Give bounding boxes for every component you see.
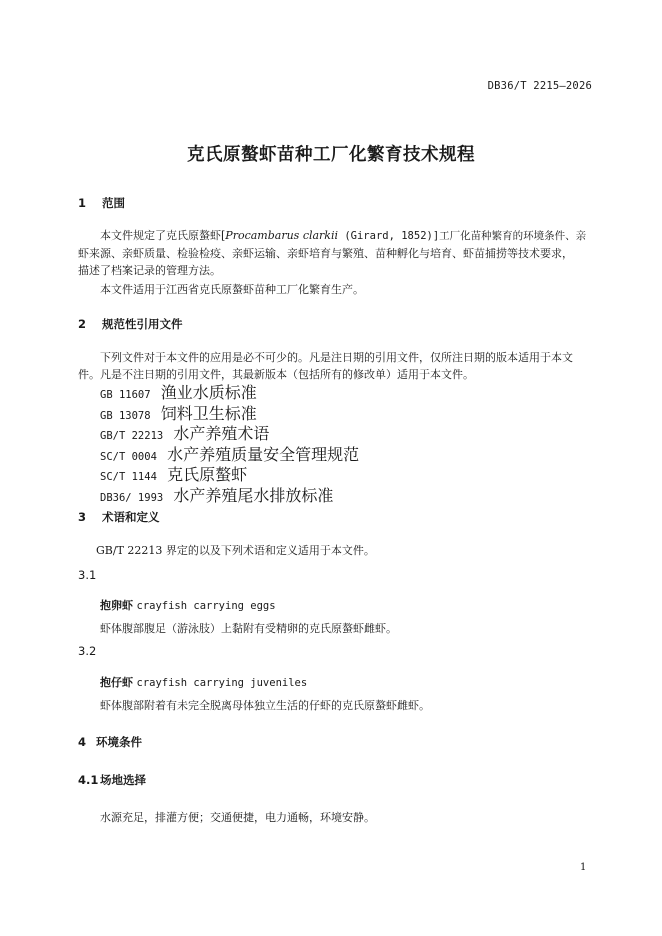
- term-3-1-definition: 虾体腹部腹足（游泳肢）上黏附有受精卵的克氏原螯虾雌虾。: [100, 622, 397, 635]
- term-3-2-definition: 虾体腹部附着有未完全脱离母体独立生活的仔虾的克氏原螯虾雌虾。: [100, 699, 430, 712]
- reference-name: 水产养殖尾水排放标准: [173, 485, 334, 505]
- term-3-1-cn: 抱卵虾: [100, 599, 133, 612]
- scope-text-line3: 描述了档案记录的管理方法。: [78, 264, 221, 277]
- section-2-paragraph: [78, 349, 598, 383]
- reference-code: GB 13078: [100, 409, 151, 422]
- reference-item: [100, 466, 359, 487]
- section-3-title: 术语和定义: [102, 510, 160, 524]
- document-number: DB36/T 2215—2026: [487, 80, 592, 92]
- subsection-4-1-title: 场地选择: [100, 773, 146, 787]
- reference-name: 水产养殖质量安全管理规范: [167, 444, 360, 464]
- reference-code: SC/T 1144: [100, 471, 157, 483]
- page-number: 1: [580, 862, 587, 873]
- reference-name: 水产养殖术语: [173, 424, 270, 443]
- term-3-2-cn: 抱仔虾: [100, 676, 133, 689]
- section-2-title: 规范性引用文件: [102, 317, 183, 331]
- term-3-1-title: [100, 597, 276, 613]
- section-2-heading: [78, 316, 183, 332]
- section-3-heading: [78, 509, 160, 525]
- reference-item: [100, 425, 359, 446]
- reference-name: 渔业水质标准: [160, 383, 257, 402]
- reference-list: [100, 384, 359, 507]
- section-2-number: 2: [78, 317, 87, 331]
- scope-text-line2: 虾来源、亲虾质量、检验检疫、亲虾运输、亲虾培育与繁殖、苗种孵化与培育、虾苗捕捞等技术要求，: [78, 247, 573, 260]
- reference-name: 饲料卫生标准: [160, 403, 257, 423]
- reference-item: [100, 405, 359, 426]
- terms-intro: GB/T 22213 界定的以及下列术语和定义适用于本文件。: [96, 544, 375, 557]
- term-3-2-title: [100, 674, 307, 690]
- scope-text-b: (Girard, 1852)]工厂化苗种繁育的环境条件、亲: [338, 230, 587, 242]
- reference-code: GB/T 22213: [100, 430, 164, 442]
- section-4-number: 4: [78, 735, 87, 749]
- term-3-2-number: 3.2: [78, 644, 97, 658]
- subsection-4-1-text: 水源充足，排灌方便；交通便捷，电力通畅，环境安静。: [100, 811, 375, 824]
- section-1-title: 范围: [102, 196, 125, 210]
- section-4-title: 环境条件: [96, 735, 142, 749]
- subsection-4-1-heading: [78, 772, 146, 788]
- term-3-1-number: 3.1: [78, 568, 97, 582]
- refs-intro-line1: 下列文件对于本文件的应用是必不可少的。凡是注日期的引用文件，仅所注日期的版本适用于本文: [100, 351, 573, 364]
- latin-name: Procambarus clarkii: [225, 229, 339, 242]
- scope-text-a: 本文件规定了克氏原螯虾[: [100, 229, 226, 242]
- section-1-paragraph-2: 本文件适用于江西省克氏原螯虾苗种工厂化繁育生产。: [100, 283, 364, 296]
- term-3-1-en: crayfish carrying eggs: [136, 600, 276, 612]
- reference-item: [100, 446, 359, 467]
- document-title: 克氏原螯虾苗种工厂化繁育技术规程: [187, 145, 475, 165]
- subsection-4-1-number: 4.1: [78, 773, 99, 787]
- reference-item: [100, 487, 359, 508]
- section-1-paragraph-1: [78, 227, 598, 279]
- reference-code: DB36/ 1993: [100, 491, 164, 504]
- refs-intro-line2: 件。凡是不注日期的引用文件，其最新版本（包括所有的修改单）适用于本文件。: [78, 368, 474, 381]
- section-1-heading: [78, 195, 125, 211]
- reference-code: GB 11607: [100, 389, 151, 401]
- section-4-heading: [78, 734, 142, 750]
- reference-item: [100, 384, 359, 405]
- term-3-2-en: crayfish carrying juveniles: [136, 677, 308, 689]
- section-3-number: 3: [78, 510, 87, 524]
- reference-name: 克氏原螯虾: [167, 465, 248, 484]
- section-1-number: 1: [78, 196, 87, 210]
- reference-code: SC/T 0004: [100, 450, 157, 463]
